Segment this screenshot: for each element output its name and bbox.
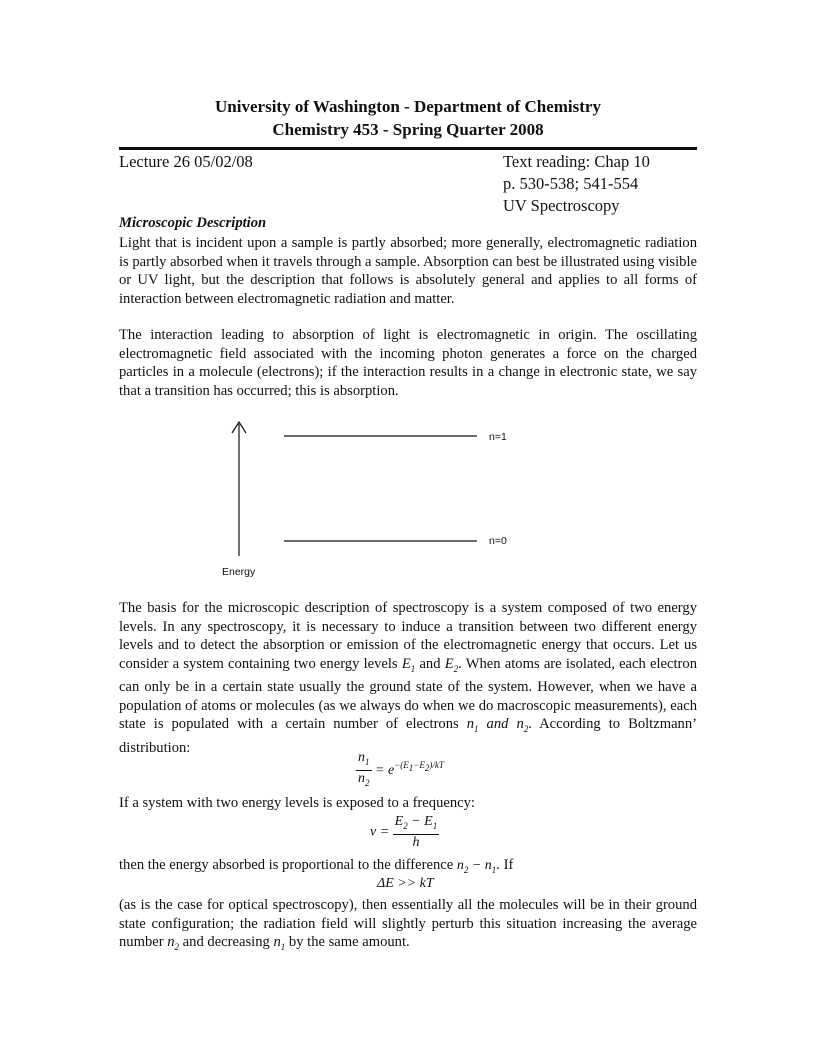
paragraph-frequency: If a system with two energy levels is exposed to a frequency: [119, 795, 475, 811]
course-title: University of Washington - Department of Chemistry [215, 97, 601, 116]
frequency-denominator: h [412, 834, 420, 850]
symbol-e1: $E_1$ [401, 655, 416, 674]
difference-expression: $n_2 - n_1$ [456, 858, 497, 875]
p3-text-d: . According to Boltzmann’ distribution: [119, 716, 697, 756]
boltzmann-equation [356, 750, 444, 791]
p5-text-b: . If [496, 857, 514, 873]
p3-text-b: and [415, 655, 445, 672]
frequency-equation [370, 814, 439, 851]
paragraph-intro: Light that is incident upon a sample is partly absorbed; more generally, electromagnetic radiation is partly absorbed when it travels through a sample. Absorption can best be illustrated using visible or UV light, but the description that follows is absolutely general and applies to all forms of interaction between electromagnetic radiation and matter. [119, 235, 697, 307]
symbol-n1: $n_1$ [273, 934, 286, 953]
lower-level-label: n=0 [489, 535, 507, 547]
energy-diagram-svg [221, 404, 545, 592]
reading-line-3: UV Spectroscopy [503, 196, 620, 215]
lecture-label: Lecture 26 05/02/08 [119, 152, 253, 171]
energy-axis-label: Energy [222, 566, 256, 578]
section-heading: Microscopic Description [119, 215, 267, 231]
frequency-fraction [393, 814, 440, 851]
p5-text-a: then the energy absorbed is proportional to the difference [119, 857, 457, 873]
course-subtitle: Chemistry 453 - Spring Quarter 2008 [272, 120, 544, 139]
reading-line-1: Text reading: Chap 10 [503, 152, 650, 171]
header-divider [119, 147, 697, 150]
paragraph-interaction: The interaction leading to absorption of light is electromagnetic in origin. The oscillating electromagnetic field associated with the incoming photon generates a force on the charged particles in a molecule (electrons); if the interaction results in a change in electronic state, we say that a transition has occurred; this is absorption. [119, 327, 697, 399]
symbol-e2: $E_2$ [444, 655, 459, 674]
energy-condition: ΔE >> kT [377, 876, 434, 891]
frequency-lhs: ν = [370, 824, 390, 840]
reading-line-2: p. 530-538; 541-554 [503, 174, 639, 193]
p3-text-c: . When atoms are isolated, each electron can only be in a certain state usually the ground state of the system. However, when we have a population of atoms or molecules (as we always do when we do macroscopic measurements), each state is populated with a certain number of electrons [119, 655, 697, 733]
boltzmann-rhs: = $e^{-(E_1-E_2)/kT}$ [375, 759, 444, 778]
symbol-n2: $n_2$ [167, 934, 180, 953]
upper-level-label: n=1 [489, 431, 507, 443]
boltzmann-denominator: $n_2$ [358, 770, 370, 788]
boltzmann-numerator: $n_1$ [356, 750, 372, 771]
paragraph-conclusion [119, 896, 697, 957]
p6-text-b: and decreasing [179, 934, 274, 951]
p6-text-c: by the same amount. [285, 934, 410, 951]
p6-text-a: (as is the case for optical spectroscopy), then essentially all the molecules will be in their ground state configuration; the radiation field will slightly perturb this situation increasing the average number [119, 897, 697, 951]
p3-text-a: The basis for the microscopic description of spectroscopy is a system composed of two energy levels. In any spectroscopy, it is necessary to induce a transition between two different energy levels and to detect the absorption or emission of the electromagnetic energy that occurs. Let us consider a system containing two energy levels [119, 600, 697, 672]
paragraph-two-levels [119, 599, 697, 758]
energy-level-diagram [221, 404, 545, 592]
symbol-n1-n2: $n_1$ and $n_2$ [466, 716, 529, 735]
boltzmann-fraction [356, 750, 372, 791]
frequency-numerator: $E_2 - E_1$ [393, 814, 440, 835]
